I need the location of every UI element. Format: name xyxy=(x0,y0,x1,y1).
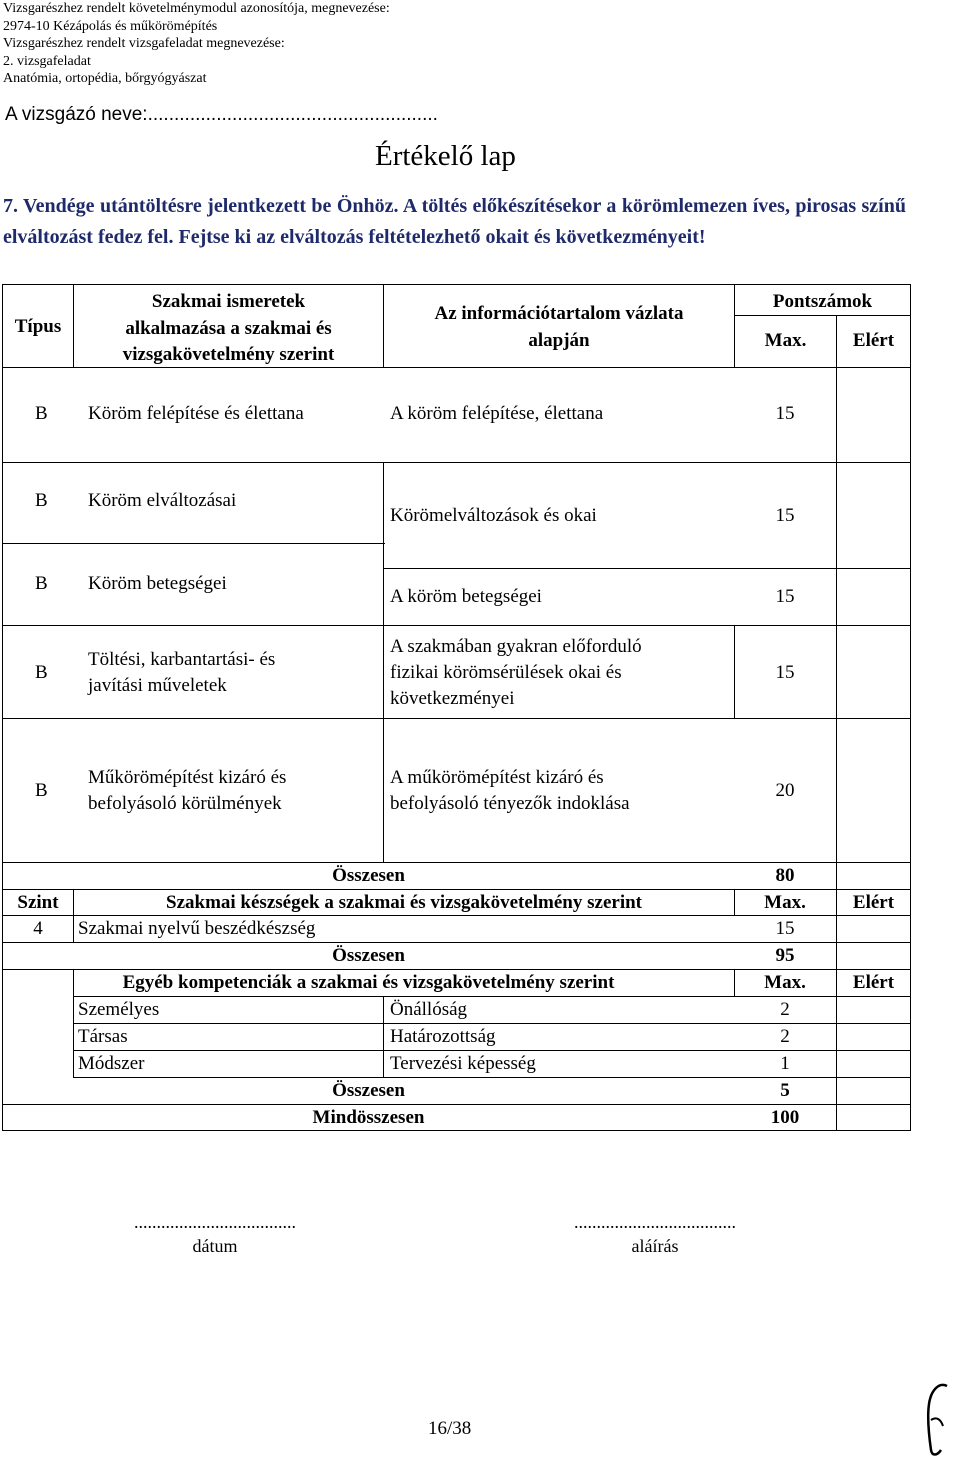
level-header: Szint xyxy=(17,892,59,913)
row-info: A műkörömépítést kizáró és xyxy=(390,767,604,788)
skills-header-line: Szakmai ismeretek xyxy=(151,291,306,312)
skills-header-line: alkalmazása a szakmai és xyxy=(125,318,332,339)
achieved-header: Elért xyxy=(852,892,895,913)
row-info: befolyásoló tényezők indoklása xyxy=(390,793,630,814)
competencies-header: Egyéb kompetenciák a szakmai és vizsgakövetelmény szerint xyxy=(122,972,615,993)
row-type: B xyxy=(35,403,48,424)
row-info: Körömelváltozások és okai xyxy=(390,505,597,526)
total-value: 95 xyxy=(775,945,795,966)
page-number: 16/38 xyxy=(428,1418,472,1439)
info-header-line: Az információtartalom vázlata xyxy=(434,303,684,324)
header-line: Anatómia, ortopédia, bőrgyógyászat xyxy=(3,71,207,86)
row-info: A köröm betegségei xyxy=(390,586,542,607)
points-header: Pontszámok xyxy=(772,291,873,312)
info-header-line: alapján xyxy=(528,330,590,351)
total-value: 80 xyxy=(775,865,795,886)
row-type: B xyxy=(35,573,48,594)
header-line: Vizsgarészhez rendelt követelménymodul azonosítója, megnevezése: xyxy=(3,1,390,16)
row-info: következményei xyxy=(390,688,515,709)
skills-level-header: Szakmai készségek a szakmai és vizsgakövetelmény szerint xyxy=(166,892,642,913)
competency-name: Határozottság xyxy=(390,1026,496,1047)
level-skill: Szakmai nyelvű beszédkészség xyxy=(78,918,316,939)
grand-total-label: Mindösszesen xyxy=(312,1107,425,1128)
competency-name: Tervezési képesség xyxy=(390,1053,536,1074)
task-description: 7. Vendége utántöltésre jelentkezett be Önhöz. A töltés előkészítésekor a körömlemezen íves, pirosas színű elváltozást fedez fel. Fejtse ki az elváltozás feltételezhető okait és következményeit! xyxy=(3,195,906,248)
level-max: 15 xyxy=(775,918,795,939)
row-max: 15 xyxy=(775,586,795,607)
row-skill: Köröm felépítése és élettana xyxy=(88,403,304,424)
row-type: B xyxy=(35,780,48,801)
max-header: Max. xyxy=(764,892,806,913)
header-line: 2. vizsgafeladat xyxy=(3,53,91,69)
competency-name: Önállóság xyxy=(390,999,468,1020)
level-value: 4 xyxy=(33,918,43,939)
total-label: Összesen xyxy=(332,1080,405,1101)
row-max: 15 xyxy=(775,662,795,683)
achieved-header: Elért xyxy=(852,330,895,351)
row-info: fizikai körömsérülések okai és xyxy=(390,662,622,683)
skills-header-line: vizsgakövetelmény szerint xyxy=(122,344,335,365)
achieved-header: Elért xyxy=(852,972,895,993)
row-info: A köröm felépítése, élettana xyxy=(390,403,604,424)
header-line: Vizsgarészhez rendelt vizsgafeladat megnevezése: xyxy=(3,36,285,51)
document-header xyxy=(3,0,390,88)
competency-max: 2 xyxy=(780,1026,790,1047)
grand-total-value: 100 xyxy=(770,1107,800,1128)
row-skill: javítási műveletek xyxy=(88,675,227,696)
row-type: B xyxy=(35,662,48,683)
total-label: Összesen xyxy=(332,865,405,886)
row-skill: Köröm betegségei xyxy=(88,573,227,594)
total-value: 5 xyxy=(780,1080,790,1101)
row-skill: Műkörömépítést kizáró és xyxy=(88,767,287,788)
total-label: Összesen xyxy=(332,945,405,966)
row-skill: Töltési, karbantartási- és xyxy=(88,649,276,670)
candidate-name-field: A vizsgázó neve:....................................................... xyxy=(5,104,438,125)
row-skill: befolyásoló körülmények xyxy=(88,793,282,814)
signature-line: .................................... xyxy=(574,1212,736,1232)
signature-label: aláírás xyxy=(631,1236,679,1256)
row-skill: Köröm elváltozásai xyxy=(88,490,237,511)
competency-max: 1 xyxy=(780,1053,790,1074)
row-type: B xyxy=(35,490,48,511)
type-header: Típus xyxy=(14,316,62,337)
row-max: 15 xyxy=(775,403,795,424)
row-max: 20 xyxy=(775,780,795,801)
max-header: Max. xyxy=(764,330,807,351)
competency-category: Társas xyxy=(78,1026,128,1047)
max-header: Max. xyxy=(764,972,806,993)
page-title: Értékelő lap xyxy=(375,140,516,172)
handwritten-mark-icon xyxy=(917,1380,957,1465)
date-label: dátum xyxy=(192,1236,238,1256)
row-max: 15 xyxy=(775,505,795,526)
competency-category: Személyes xyxy=(78,999,160,1020)
row-info: A szakmában gyakran előforduló xyxy=(390,636,642,657)
competency-category: Módszer xyxy=(78,1053,145,1074)
header-line: 2974-10 Kézápolás és műkörömépítés xyxy=(3,18,218,34)
date-line: .................................... xyxy=(134,1212,296,1232)
competency-max: 2 xyxy=(780,999,790,1020)
